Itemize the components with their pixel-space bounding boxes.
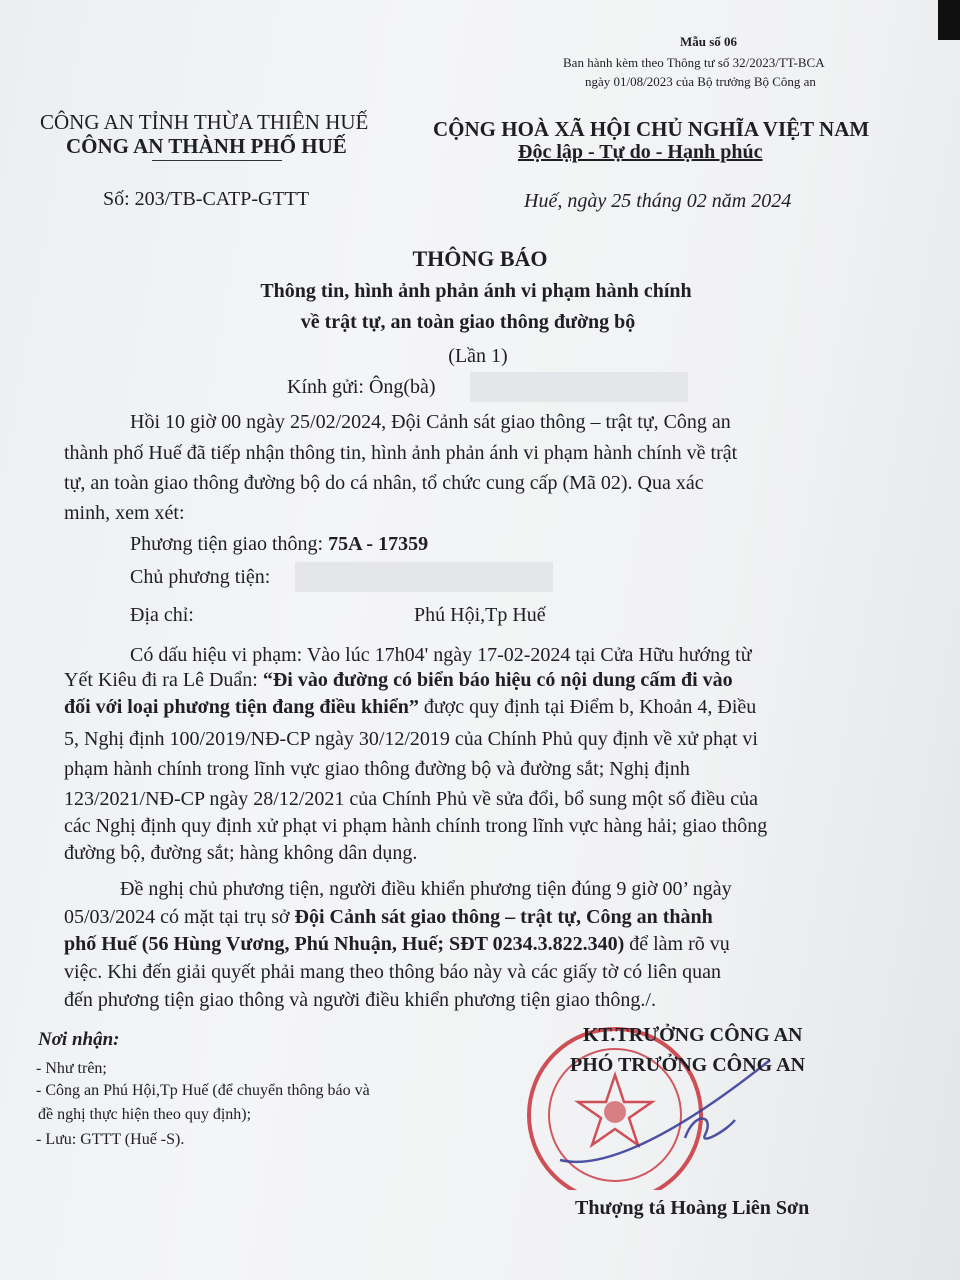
violation-line: các Nghị định quy định xử phạt vi phạm hành chính trong lĩnh vực hàng hải; giao thông [64,815,768,837]
document-number: Số: 203/TB-CATP-GTTT [103,188,310,210]
background-corner [938,0,960,40]
document-subtitle-line1: Thông tin, hình ảnh phản ánh vi phạm hành chính [260,280,692,302]
request-line [64,906,713,929]
request-line: đến phương tiện giao thông và người điều khiển phương tiện giao thông./. [64,989,656,1011]
notice-instance: (Lần 1) [448,345,508,367]
recipient-item: đề nghị thực hiện theo quy định); [38,1106,252,1123]
violation-description: “Đi vào đường có biển báo hiệu có nội dung cấm đi vào [262,669,733,691]
recipient-item: - Công an Phú Hội,Tp Huế (để chuyển thông báo và [36,1082,370,1099]
violation-line: 5, Nghị định 100/2019/NĐ-CP ngày 30/12/2019 của Chính Phủ quy định về xử phạt vi [64,728,758,750]
circular-reference-line1: Ban hành kèm theo Thông tư số 32/2023/TT-BCA [563,55,825,70]
owner-label: Chủ phương tiện: [130,566,271,588]
address-value: Phú Hội,Tp Huế [414,604,546,626]
request-date: 05/03/2024 có mặt tại trụ sở [64,906,295,928]
violation-line: 123/2021/NĐ-CP ngày 28/12/2021 của Chính Phủ về sửa đổi, bổ sung một số điều của [64,788,758,810]
issuer-underline [152,160,282,161]
request-line: việc. Khi đến giải quyết phải mang theo thông báo này và các giấy tờ có liên quan [64,961,722,983]
violation-location: Yết Kiêu đi ra Lê Duẩn: [64,669,263,691]
national-title: CỘNG HOÀ XÃ HỘI CHỦ NGHĨA VIỆT NAM [433,117,870,141]
recipient-salutation: Kính gửi: Ông(bà) [287,376,436,398]
signer-authority-line1: KT.TRƯỞNG CÔNG AN [583,1024,803,1046]
redacted-owner-name [295,562,553,592]
document-title: THÔNG BÁO [412,246,548,271]
request-office-address: phố Huế (56 Hùng Vương, Phú Nhuận, Huế; SĐT 0234.3.822.340) [64,933,625,955]
recipients-title: Nơi nhận: [38,1029,120,1050]
recipient-item: - Lưu: GTTT (Huế -S). [36,1131,185,1148]
intro-line: thành phố Huế đã tiếp nhận thông tin, hình ảnh phản ánh vi phạm hành chính về trật [64,442,738,464]
violation-line: phạm hành chính trong lĩnh vực giao thông đường bộ và đường sắt; Nghị định [64,758,690,780]
request-line [64,933,730,956]
violation-line [64,669,733,692]
violation-line: Có dấu hiệu vi phạm: Vào lúc 17h04' ngày 17-02-2024 tại Cửa Hữu hướng từ [130,644,752,666]
intro-line: tự, an toàn giao thông đường bộ do cá nhân, tổ chức cung cấp (Mã 02). Qua xác [64,472,704,494]
issuer-agency: CÔNG AN THÀNH PHỐ HUẾ [66,134,347,158]
vehicle-row [130,533,428,556]
signer-name: Thượng tá Hoàng Liên Sơn [575,1197,810,1219]
signer-authority-line2: PHÓ TRƯỞNG CÔNG AN [570,1054,806,1076]
document-subtitle-line2: về trật tự, an toàn giao thông đường bộ [300,311,636,333]
violation-line [64,696,756,719]
issuer-parent-agency: CÔNG AN TỈNH THỪA THIÊN HUẾ [40,110,369,134]
request-purpose: để làm rõ vụ [624,933,730,955]
place-and-date: Huế, ngày 25 tháng 02 năm 2024 [524,190,792,212]
vehicle-label: Phương tiện giao thông: [130,533,324,555]
recipient-item: - Như trên; [36,1060,107,1077]
intro-line: Hồi 10 giờ 00 ngày 25/02/2024, Đội Cảnh sát giao thông – trật tự, Công an [130,411,731,433]
redacted-recipient-name [470,372,688,402]
address-label: Địa chỉ: [130,604,194,626]
violation-legal-basis: được quy định tại Điểm b, Khoản 4, Điều [418,696,757,718]
form-number: Mẫu số 06 [680,34,738,49]
violation-line: đường bộ, đường sắt; hàng không dân dụng. [64,842,418,864]
national-motto: Độc lập - Tự do - Hạnh phúc [518,141,763,163]
request-line: Đề nghị chủ phương tiện, người điều khiển phương tiện đúng 9 giờ 00’ ngày [120,878,732,900]
vehicle-plate: 75A - 17359 [328,533,429,555]
violation-description-cont: đối với loại phương tiện đang điều khiển” [64,696,419,718]
request-office: Đội Cảnh sát giao thông – trật tự, Công an thành [294,906,713,928]
intro-line: minh, xem xét: [64,502,185,524]
circular-reference-line2: ngày 01/08/2023 của Bộ trưởng Bộ Công an [585,74,816,89]
